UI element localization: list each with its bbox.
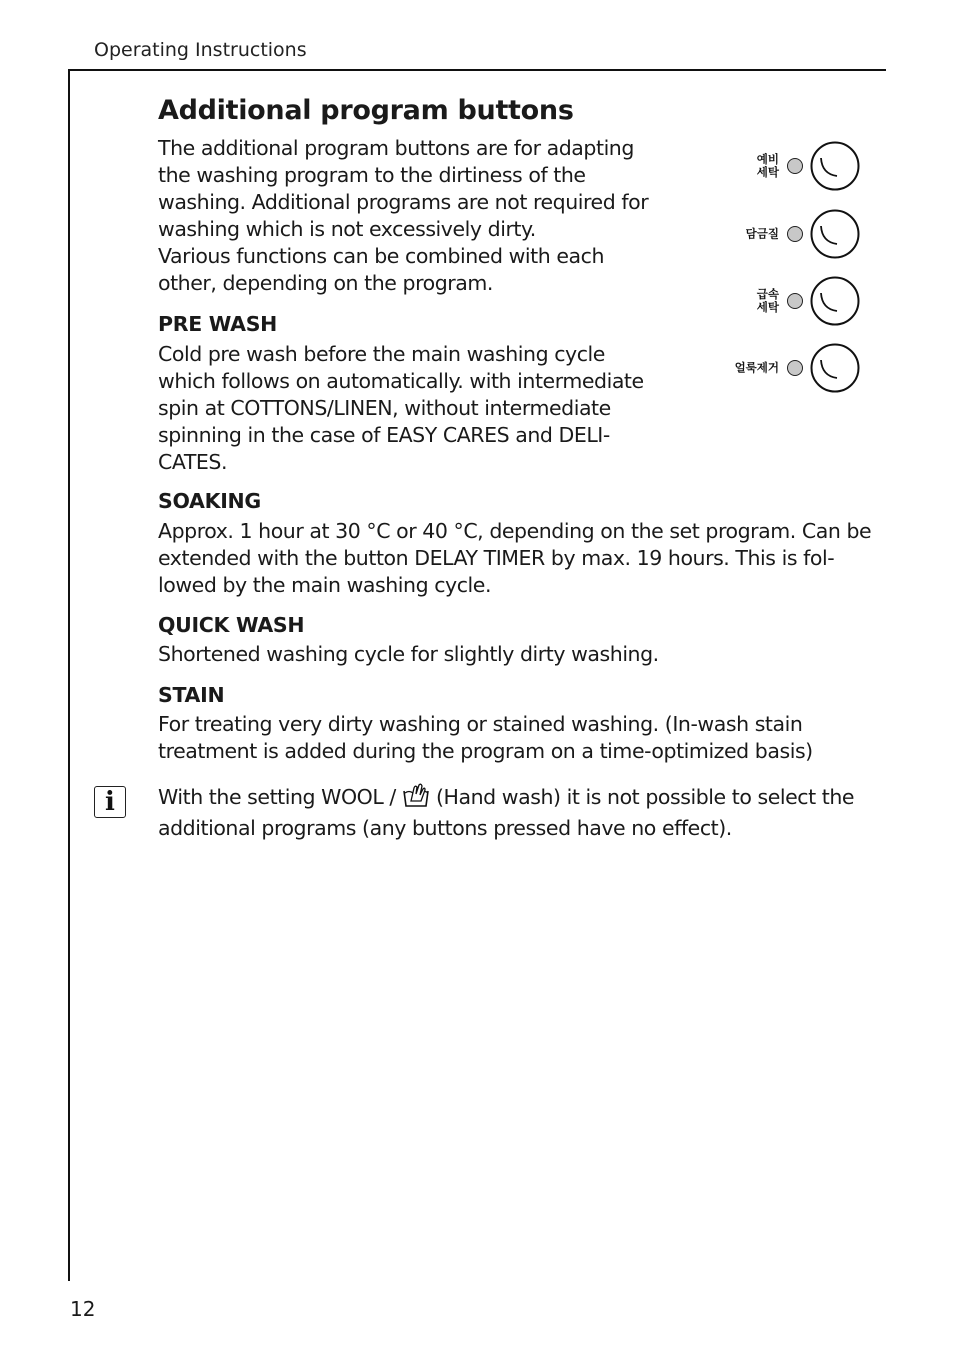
push-button[interactable] [809,275,861,327]
push-button[interactable] [809,208,861,260]
quick-wash-text: Shortened washing cycle for slightly dirty washing. [158,642,659,666]
pre-wash-text: Cold pre wash before the main washing cycle which follows on automatically. with intermediate spin at COTTONS/LINEN, without intermediate spinning in the case of EASY CARES and DELI-CATES. [158,342,644,474]
pre-wash-heading: PRE WASH [158,312,278,336]
soaking-text: Approx. 1 hour at 30 °C or 40 °C, depending on the set program. Can be extended with the button DELAY TIMER by max. 19 hours. This is fol-lowed by the main washing cycle. [158,519,872,597]
quick-wash-heading: QUICK WASH [158,613,305,637]
header-rule [68,69,886,71]
indicator-light [787,158,803,174]
info-note-text-before: With the setting WOOL / [158,785,402,809]
indicator-light [787,293,803,309]
intro-paragraph [158,135,668,297]
pre-wash-label: 예비 세탁 [756,152,779,179]
info-note [158,782,878,842]
stain-text: For treating very dirty washing or stained washing. (In-wash stain treatment is added during the program on a time-optimized basis) [158,712,813,763]
stain-control[interactable] [720,342,865,394]
indicator-light [787,360,803,376]
soaking-heading: SOAKING [158,489,261,513]
stain-heading: STAIN [158,683,225,707]
page-number: 12 [70,1297,96,1321]
info-note-text-after: (Hand wash) it is not possible to select the additional programs (any buttons pressed have no effect). [158,785,855,840]
info-icon: i [94,786,126,818]
soaking-control[interactable] [720,208,865,260]
stain-label: 얼룩제거 [734,360,779,375]
intro-text-1: The additional program buttons are for adapting the washing program to the dirtiness of the washing. Additional programs are not required for washing which is not excessively dirty. [158,136,649,241]
intro-text-2: Various functions can be combined with each other, depending on the program. [158,244,604,295]
running-header: Operating Instructions [94,39,307,61]
indicator-light [787,226,803,242]
push-button[interactable] [809,342,861,394]
additional-buttons-panel [720,140,865,400]
pre-wash-control[interactable] [720,140,865,192]
push-button[interactable] [809,140,861,192]
soaking-label: 담금질 [745,226,779,241]
hand-wash-icon [402,782,430,815]
margin-rule [68,69,70,1281]
section-title: Additional program buttons [158,95,574,126]
quick-wash-control[interactable] [720,275,865,327]
quick-wash-label: 급속 세탁 [756,287,779,314]
